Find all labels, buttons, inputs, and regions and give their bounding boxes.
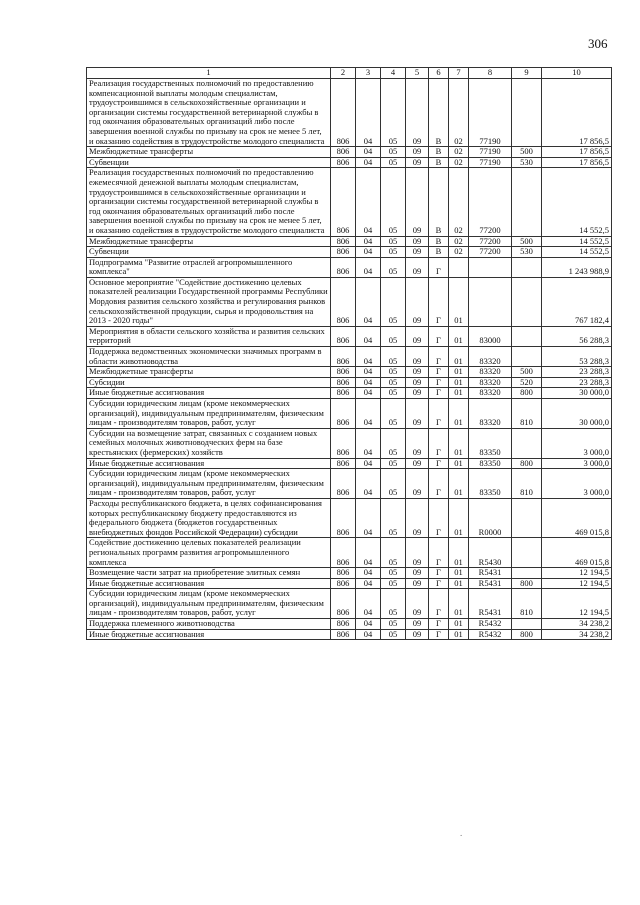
expense-type-code: 520 xyxy=(512,377,542,388)
expense-type-code: 800 xyxy=(512,629,542,640)
row-description: Расходы республиканского бюджета, в целях софинансирования которых республиканскому бюджету предоставляются из федерального бюджета (бюджетов государственных внебюджетных фондов Российской Федерации) субсидии xyxy=(87,498,331,537)
table-row xyxy=(87,377,612,388)
event-code: 01 xyxy=(449,347,469,367)
row-description: Субвенции xyxy=(87,247,331,258)
row-description: Межбюджетные трансферты xyxy=(87,236,331,247)
expense-type-code xyxy=(512,538,542,568)
row-description: Межбюджетные трансферты xyxy=(87,147,331,158)
event-code: 01 xyxy=(449,589,469,619)
subprogram-code: Г xyxy=(429,589,449,619)
row-description: Иные бюджетные ассигнования xyxy=(87,629,331,640)
program-code: 09 xyxy=(406,347,429,367)
section-code: 04 xyxy=(356,538,381,568)
subprogram-code: Г xyxy=(429,578,449,589)
event-code: 01 xyxy=(449,277,469,326)
section-code: 04 xyxy=(356,79,381,147)
program-code: 09 xyxy=(406,277,429,326)
column-header: 2 xyxy=(331,68,356,79)
column-header: 1 xyxy=(87,68,331,79)
program-code: 09 xyxy=(406,157,429,168)
subsection-code: 05 xyxy=(381,498,406,537)
expense-type-code: 800 xyxy=(512,388,542,399)
table-row xyxy=(87,257,612,277)
event-code: 02 xyxy=(449,157,469,168)
program-code: 09 xyxy=(406,469,429,499)
budget-table xyxy=(86,67,612,640)
ministry-code: 806 xyxy=(331,326,356,346)
subprogram-code: В xyxy=(429,168,449,236)
program-code: 09 xyxy=(406,428,429,458)
expense-type-code xyxy=(512,326,542,346)
subsection-code: 05 xyxy=(381,79,406,147)
table-row xyxy=(87,157,612,168)
page-number: 306 xyxy=(588,36,608,51)
amount: 23 288,3 xyxy=(542,377,612,388)
direction-code: 77190 xyxy=(469,157,512,168)
program-code: 09 xyxy=(406,498,429,537)
event-code: 01 xyxy=(449,458,469,469)
table-row xyxy=(87,399,612,429)
expense-type-code: 810 xyxy=(512,399,542,429)
subsection-code: 05 xyxy=(381,147,406,158)
expense-type-code xyxy=(512,257,542,277)
amount: 469 015,8 xyxy=(542,498,612,537)
column-header: 4 xyxy=(381,68,406,79)
program-code: 09 xyxy=(406,79,429,147)
expense-type-code xyxy=(512,619,542,630)
event-code: 01 xyxy=(449,538,469,568)
event-code: 02 xyxy=(449,236,469,247)
expense-type-code xyxy=(512,168,542,236)
direction-code: 77200 xyxy=(469,236,512,247)
event-code: 01 xyxy=(449,629,469,640)
row-description: Реализация государственных полномочий по предоставлению ежемесячной денежной выплаты молодым специалистам, трудоустроившимся в сельскохозяйственные организации и организации системы государственной ветеринарной службы в год окончания образовательных организаций либо после завершения военной службы по призыву на срок не менее 5 лет, и оказанию содействия в трудоустройстве молодого специалиста xyxy=(87,168,331,236)
subprogram-code: Г xyxy=(429,277,449,326)
subprogram-code: Г xyxy=(429,568,449,579)
column-header: 8 xyxy=(469,68,512,79)
amount: 34 238,2 xyxy=(542,629,612,640)
table-row xyxy=(87,469,612,499)
ministry-code: 806 xyxy=(331,257,356,277)
row-description: Иные бюджетные ассигнования xyxy=(87,578,331,589)
section-code: 04 xyxy=(356,367,381,378)
amount: 17 856,5 xyxy=(542,147,612,158)
row-description: Субсидии юридическим лицам (кроме некоммерческих организаций), индивидуальным предпринимателям, физическим лицам - производителям товаров, работ, услуг xyxy=(87,399,331,429)
program-code: 09 xyxy=(406,399,429,429)
direction-code: 83350 xyxy=(469,458,512,469)
amount: 56 288,3 xyxy=(542,326,612,346)
direction-code: 83320 xyxy=(469,377,512,388)
column-header: 3 xyxy=(356,68,381,79)
expense-type-code: 500 xyxy=(512,236,542,247)
ministry-code: 806 xyxy=(331,619,356,630)
expense-type-code: 800 xyxy=(512,458,542,469)
row-description: Подпрограмма "Развитие отраслей агропромышленного комплекса" xyxy=(87,257,331,277)
direction-code xyxy=(469,277,512,326)
ministry-code: 806 xyxy=(331,629,356,640)
ministry-code: 806 xyxy=(331,79,356,147)
section-code: 04 xyxy=(356,247,381,258)
section-code: 04 xyxy=(356,147,381,158)
ministry-code: 806 xyxy=(331,247,356,258)
subsection-code: 05 xyxy=(381,469,406,499)
event-code: 01 xyxy=(449,469,469,499)
table-row xyxy=(87,326,612,346)
subprogram-code: Г xyxy=(429,629,449,640)
amount: 3 000,0 xyxy=(542,469,612,499)
subprogram-code: Г xyxy=(429,377,449,388)
direction-code xyxy=(469,257,512,277)
direction-code: R5431 xyxy=(469,568,512,579)
table-row xyxy=(87,277,612,326)
ministry-code: 806 xyxy=(331,377,356,388)
amount: 12 194,5 xyxy=(542,578,612,589)
table-body xyxy=(87,79,612,640)
ministry-code: 806 xyxy=(331,367,356,378)
program-code: 09 xyxy=(406,629,429,640)
subprogram-code: Г xyxy=(429,538,449,568)
row-description: Основное мероприятие "Содействие достижению целевых показателей реализации Государственной программы Республики Мордовия развития сельского хозяйства и регулирования рынков сельскохозяйственной продукции, сырья и продовольствия на 2013 - 2020 годы" xyxy=(87,277,331,326)
row-description: Поддержка ведомственных экономически значимых программ в области животноводства xyxy=(87,347,331,367)
direction-code: 83320 xyxy=(469,367,512,378)
amount: 30 000,0 xyxy=(542,399,612,429)
direction-code: 83320 xyxy=(469,388,512,399)
event-code: 02 xyxy=(449,168,469,236)
program-code: 09 xyxy=(406,147,429,158)
subsection-code: 05 xyxy=(381,629,406,640)
subprogram-code: Г xyxy=(429,428,449,458)
amount: 53 288,3 xyxy=(542,347,612,367)
subsection-code: 05 xyxy=(381,399,406,429)
table-row xyxy=(87,619,612,630)
program-code: 09 xyxy=(406,589,429,619)
section-code: 04 xyxy=(356,629,381,640)
subsection-code: 05 xyxy=(381,247,406,258)
amount: 17 856,5 xyxy=(542,157,612,168)
ministry-code: 806 xyxy=(331,538,356,568)
amount: 1 243 988,9 xyxy=(542,257,612,277)
section-code: 04 xyxy=(356,498,381,537)
expense-type-code: 500 xyxy=(512,147,542,158)
direction-code: R5431 xyxy=(469,578,512,589)
event-code: 01 xyxy=(449,399,469,429)
ministry-code: 806 xyxy=(331,428,356,458)
table-row xyxy=(87,589,612,619)
section-code: 04 xyxy=(356,428,381,458)
table-row xyxy=(87,498,612,537)
subprogram-code: Г xyxy=(429,367,449,378)
section-code: 04 xyxy=(356,388,381,399)
row-description: Субсидии на возмещение затрат, связанных с созданием новых семейных молочных животноводческих ферм на базе крестьянских (фермерских) хозяйств xyxy=(87,428,331,458)
ministry-code: 806 xyxy=(331,236,356,247)
program-code: 09 xyxy=(406,578,429,589)
program-code: 09 xyxy=(406,568,429,579)
table-row xyxy=(87,247,612,258)
amount: 3 000,0 xyxy=(542,458,612,469)
subprogram-code: Г xyxy=(429,469,449,499)
subsection-code: 05 xyxy=(381,157,406,168)
table-header-row xyxy=(87,68,612,79)
amount: 30 000,0 xyxy=(542,388,612,399)
direction-code: 83350 xyxy=(469,469,512,499)
amount: 12 194,5 xyxy=(542,568,612,579)
expense-type-code: 810 xyxy=(512,589,542,619)
program-code: 09 xyxy=(406,458,429,469)
ministry-code: 806 xyxy=(331,568,356,579)
program-code: 09 xyxy=(406,367,429,378)
amount: 34 238,2 xyxy=(542,619,612,630)
direction-code: 83320 xyxy=(469,399,512,429)
amount: 14 552,5 xyxy=(542,168,612,236)
subprogram-code: Г xyxy=(429,257,449,277)
ministry-code: 806 xyxy=(331,498,356,537)
ministry-code: 806 xyxy=(331,168,356,236)
subprogram-code: В xyxy=(429,157,449,168)
expense-type-code: 500 xyxy=(512,367,542,378)
program-code: 09 xyxy=(406,326,429,346)
direction-code: 83350 xyxy=(469,428,512,458)
expense-type-code xyxy=(512,79,542,147)
expense-type-code: 800 xyxy=(512,578,542,589)
column-header: 5 xyxy=(406,68,429,79)
direction-code: 77190 xyxy=(469,147,512,158)
section-code: 04 xyxy=(356,589,381,619)
section-code: 04 xyxy=(356,399,381,429)
section-code: 04 xyxy=(356,377,381,388)
table-row xyxy=(87,538,612,568)
direction-code: R5432 xyxy=(469,619,512,630)
table-row xyxy=(87,347,612,367)
program-code: 09 xyxy=(406,538,429,568)
subprogram-code: Г xyxy=(429,619,449,630)
row-description: Субсидии юридическим лицам (кроме некоммерческих организаций), индивидуальным предпринимателям, физическим лицам - производителям товаров, работ, услуг xyxy=(87,589,331,619)
section-code: 04 xyxy=(356,469,381,499)
direction-code: R5432 xyxy=(469,629,512,640)
amount: 14 552,5 xyxy=(542,247,612,258)
ministry-code: 806 xyxy=(331,458,356,469)
event-code: 01 xyxy=(449,568,469,579)
amount: 14 552,5 xyxy=(542,236,612,247)
subsection-code: 05 xyxy=(381,168,406,236)
row-description: Межбюджетные трансферты xyxy=(87,367,331,378)
subsection-code: 05 xyxy=(381,388,406,399)
section-code: 04 xyxy=(356,458,381,469)
row-description: Возмещение части затрат на приобретение элитных семян xyxy=(87,568,331,579)
table-row xyxy=(87,79,612,147)
column-header: 7 xyxy=(449,68,469,79)
section-code: 04 xyxy=(356,257,381,277)
table-row xyxy=(87,147,612,158)
row-description: Субвенции xyxy=(87,157,331,168)
expense-type-code: 530 xyxy=(512,247,542,258)
subprogram-code: В xyxy=(429,247,449,258)
table-row xyxy=(87,629,612,640)
ministry-code: 806 xyxy=(331,147,356,158)
expense-type-code xyxy=(512,347,542,367)
expense-type-code xyxy=(512,277,542,326)
subprogram-code: В xyxy=(429,147,449,158)
section-code: 04 xyxy=(356,347,381,367)
row-description: Субсидии xyxy=(87,377,331,388)
table-row xyxy=(87,388,612,399)
subprogram-code: Г xyxy=(429,399,449,429)
table-row xyxy=(87,236,612,247)
program-code: 09 xyxy=(406,377,429,388)
subsection-code: 05 xyxy=(381,236,406,247)
event-code: 02 xyxy=(449,247,469,258)
direction-code: R0000 xyxy=(469,498,512,537)
event-code xyxy=(449,257,469,277)
row-description: Иные бюджетные ассигнования xyxy=(87,458,331,469)
section-code: 04 xyxy=(356,168,381,236)
row-description: Мероприятия в области сельского хозяйства и развития сельских территорий xyxy=(87,326,331,346)
ministry-code: 806 xyxy=(331,578,356,589)
subsection-code: 05 xyxy=(381,578,406,589)
event-code: 01 xyxy=(449,388,469,399)
ministry-code: 806 xyxy=(331,388,356,399)
direction-code: 77190 xyxy=(469,79,512,147)
row-description: Реализация государственных полномочий по предоставлению компенсационной выплаты молодым специалистам, трудоустроившимся в сельскохозяйственные организации и организации системы государственной ветеринарной службы в год окончания образовательных организаций либо после завершения военной службы по призыву на срок не менее 5 лет, и оказанию содействия в трудоустройстве молодого специалиста xyxy=(87,79,331,147)
subprogram-code: Г xyxy=(429,388,449,399)
event-code: 01 xyxy=(449,498,469,537)
row-description: Поддержка племенного животноводства xyxy=(87,619,331,630)
subsection-code: 05 xyxy=(381,277,406,326)
subsection-code: 05 xyxy=(381,568,406,579)
table-row xyxy=(87,367,612,378)
subsection-code: 05 xyxy=(381,257,406,277)
subsection-code: 05 xyxy=(381,589,406,619)
event-code: 01 xyxy=(449,326,469,346)
column-header: 10 xyxy=(542,68,612,79)
table-row xyxy=(87,568,612,579)
ministry-code: 806 xyxy=(331,157,356,168)
subsection-code: 05 xyxy=(381,458,406,469)
row-description: Содействие достижению целевых показателей реализации региональных программ развития агропромышленного комплекса xyxy=(87,538,331,568)
subprogram-code: В xyxy=(429,236,449,247)
subprogram-code: Г xyxy=(429,498,449,537)
direction-code: 83320 xyxy=(469,347,512,367)
subsection-code: 05 xyxy=(381,326,406,346)
section-code: 04 xyxy=(356,277,381,326)
section-code: 04 xyxy=(356,619,381,630)
event-code: 01 xyxy=(449,367,469,378)
ministry-code: 806 xyxy=(331,347,356,367)
program-code: 09 xyxy=(406,257,429,277)
event-code: 01 xyxy=(449,377,469,388)
section-code: 04 xyxy=(356,326,381,346)
section-code: 04 xyxy=(356,236,381,247)
ministry-code: 806 xyxy=(331,399,356,429)
subsection-code: 05 xyxy=(381,347,406,367)
amount: 3 000,0 xyxy=(542,428,612,458)
table-row xyxy=(87,428,612,458)
expense-type-code xyxy=(512,568,542,579)
program-code: 09 xyxy=(406,247,429,258)
ministry-code: 806 xyxy=(331,589,356,619)
direction-code: 83000 xyxy=(469,326,512,346)
subsection-code: 05 xyxy=(381,619,406,630)
event-code: 02 xyxy=(449,79,469,147)
expense-type-code xyxy=(512,428,542,458)
ministry-code: 806 xyxy=(331,277,356,326)
column-header: 9 xyxy=(512,68,542,79)
amount: 469 015,8 xyxy=(542,538,612,568)
expense-type-code: 810 xyxy=(512,469,542,499)
table-row xyxy=(87,578,612,589)
subprogram-code: Г xyxy=(429,326,449,346)
table-row xyxy=(87,168,612,236)
section-code: 04 xyxy=(356,578,381,589)
subprogram-code: Г xyxy=(429,458,449,469)
column-header: 6 xyxy=(429,68,449,79)
subsection-code: 05 xyxy=(381,377,406,388)
row-description: Иные бюджетные ассигнования xyxy=(87,388,331,399)
ministry-code: 806 xyxy=(331,469,356,499)
direction-code: R5431 xyxy=(469,589,512,619)
amount: 23 288,3 xyxy=(542,367,612,378)
table-row xyxy=(87,458,612,469)
program-code: 09 xyxy=(406,168,429,236)
direction-code: 77200 xyxy=(469,247,512,258)
amount: 767 182,4 xyxy=(542,277,612,326)
amount: 12 194,5 xyxy=(542,589,612,619)
section-code: 04 xyxy=(356,568,381,579)
program-code: 09 xyxy=(406,388,429,399)
scan-mark: . xyxy=(460,828,463,838)
event-code: 01 xyxy=(449,578,469,589)
section-code: 04 xyxy=(356,157,381,168)
event-code: 01 xyxy=(449,428,469,458)
expense-type-code xyxy=(512,498,542,537)
expense-type-code: 530 xyxy=(512,157,542,168)
program-code: 09 xyxy=(406,236,429,247)
subprogram-code: Г xyxy=(429,347,449,367)
row-description: Субсидии юридическим лицам (кроме некоммерческих организаций), индивидуальным предпринимателям, физическим лицам - производителям товаров, работ, услуг xyxy=(87,469,331,499)
event-code: 02 xyxy=(449,147,469,158)
subsection-code: 05 xyxy=(381,428,406,458)
subsection-code: 05 xyxy=(381,367,406,378)
direction-code: 77200 xyxy=(469,168,512,236)
direction-code: R5430 xyxy=(469,538,512,568)
event-code: 01 xyxy=(449,619,469,630)
subprogram-code: В xyxy=(429,79,449,147)
program-code: 09 xyxy=(406,619,429,630)
amount: 17 856,5 xyxy=(542,79,612,147)
subsection-code: 05 xyxy=(381,538,406,568)
